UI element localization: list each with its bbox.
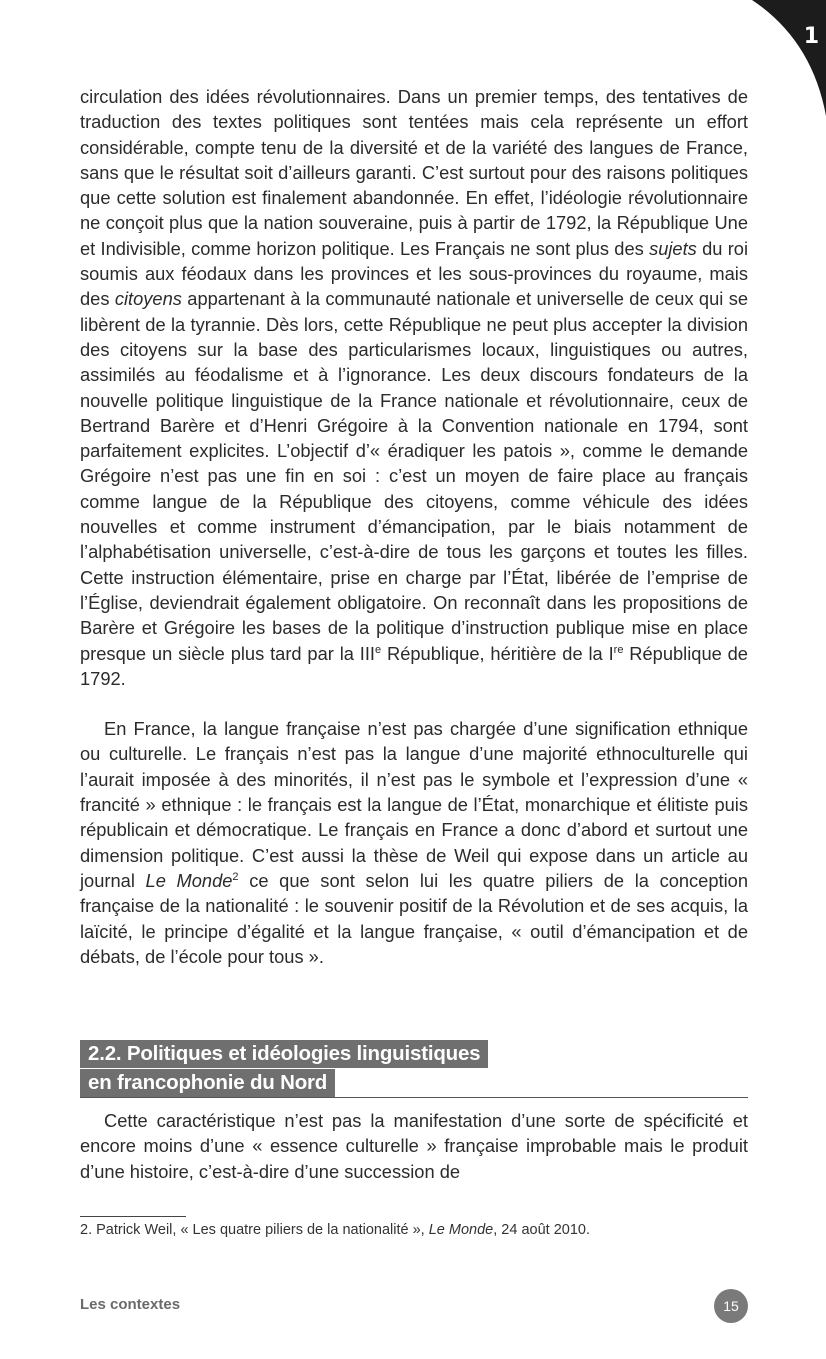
section-heading-line-1: 2.2. Politiques et idéologies linguistiques <box>80 1040 488 1068</box>
paragraph-2: En France, la langue française n’est pas chargée d’une signification ethnique ou culturelle. Le français n’est pas la langue d’une majorité ethnoculturelle qui l’aurait imposée à des minorités, il n’est pas le symbole et l’expression d’une « francité » ethnique : le français est la langue de l’État, monarchique et élitiste puis républicain et démocratique. Le français en France a donc d’abord et surtout une dimension politique. C’est aussi la thèse de Weil qui expose dans un article au journal Le Monde$^2$ ce que sont selon lui les quatre piliers de la conception française de la nationalité : le souvenir positif de la Révolution et de ses acquis, la laïcité, le principe d’égalité et la langue française, « outil d’émancipation et de débats, de l’école pour tous ». <box>80 718 748 967</box>
paragraph-1: circulation des idées révolutionnaires. Dans un premier temps, des tentatives de traduction des textes politiques sont tentées mais cela représente un effort considérable, compte tenu de la diversité et de la variété des langues de France, sans que le résultat soit d’ailleurs garanti. C’est surtout pour des raisons politiques que cette solution est finalement abandonnée. En effet, l’idéologie révolutionnaire ne conçoit plus que la nation souveraine, puis à partir de 1792, la République Une et Indivisible, comme horizon politique. Les Français ne sont plus des sujets du roi soumis aux féodaux dans les provinces et les sous-provinces du royaume, mais des citoyens appartenant à la communauté nationale et universelle de ceux qui se libèrent de la tyrannie. Dès lors, cette République ne peut plus accepter la division des citoyens sur la base des particularismes locaux, linguistiques ou autres, assimilés au féodalisme et à l’ignorance. Les deux discours fondateurs de la nouvelle politique linguistique de la France nationale et révolutionnaire, ceux de Bertrand Barère et d’Henri Grégoire à la Convention nationale en 1794, sont parfaitement explicites. L’objectif d’« éradiquer les patois », comme le demande Grégoire n’est pas une fin en soi : c’est un moyen de faire place au français comme langue de la République des citoyens, comme véhicule des idées nouvelles et comme instrument d’émancipation, par le biais notamment de l’alphabétisation universelle, c’est-à-dire de tous les garçons et toutes les filles. Cette instruction élémentaire, prise en charge par l’État, libérée de l’emprise de l’Église, deviendrait également obligatoire. On reconnaît dans les propositions de Barère et Grégoire les bases de la politique d’instruction publique mise en place presque un siècle plus tard par la IIIe République, héritière de la Ire République de 1792. <box>80 86 749 689</box>
section-heading-line-2: en francophonie du Nord <box>80 1069 335 1097</box>
footnote-divider <box>80 1216 186 1217</box>
chapter-tab <box>752 0 826 116</box>
page-number: 15 <box>714 1289 748 1323</box>
section-heading <box>80 1040 748 1098</box>
main-text <box>80 84 748 969</box>
section-paragraph-1: Cette caractéristique n’est pas la manifestation d’une sorte de spécificité et encore moins d’une « essence culturelle » française improbable mais le produit d’une histoire, c’est-à-dire d’une succession de <box>80 1110 748 1182</box>
chapter-tab-shape <box>752 0 826 116</box>
section-text <box>80 1108 748 1184</box>
footnote: 2. Patrick Weil, « Les quatre piliers de la nationalité », Le Monde, 24 août 2010. <box>80 1222 590 1238</box>
running-footer: Les contextes <box>80 1296 181 1313</box>
chapter-number: 1 <box>803 24 819 49</box>
footnote-ref: 2 <box>232 870 239 883</box>
